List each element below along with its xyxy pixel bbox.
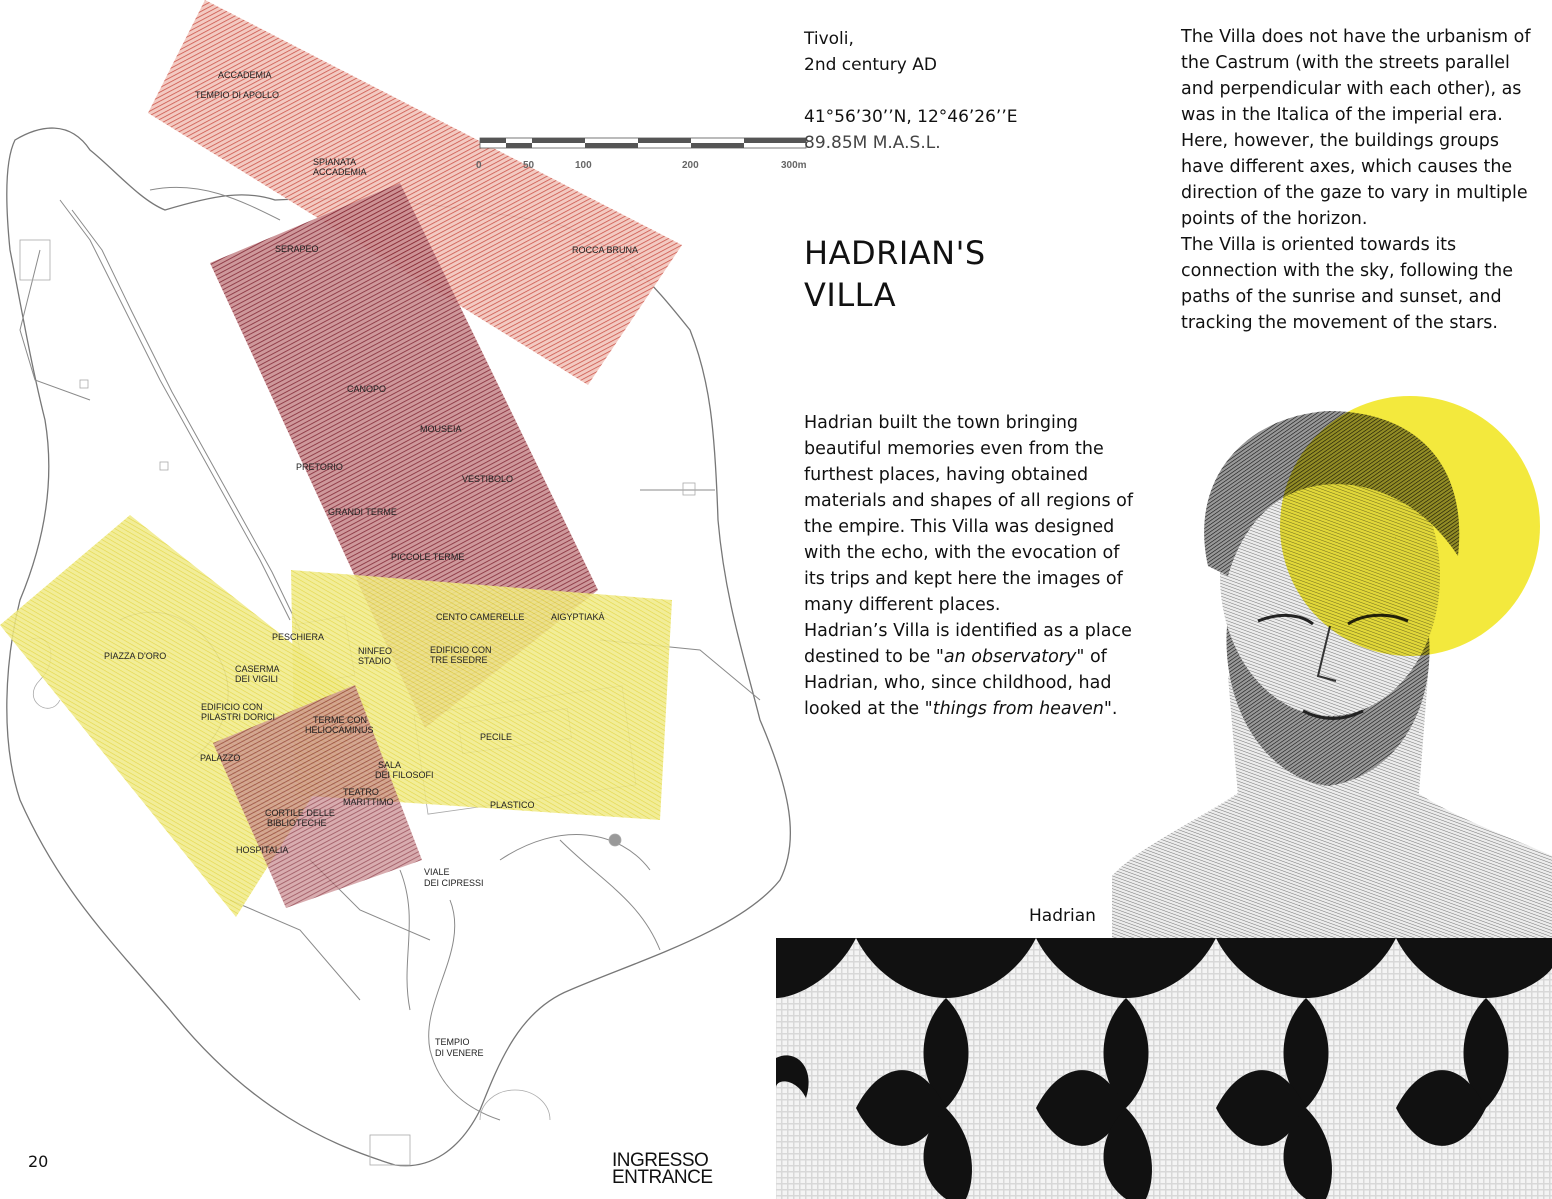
map-label-piccole-terme: PICCOLE TERME	[391, 552, 465, 562]
map-label-hospitalia: HOSPITALIA	[236, 845, 289, 855]
map-label-canopo: CANOPO	[347, 384, 387, 394]
map-label-sala-filosofi: SALA	[378, 760, 402, 770]
entrance-label-line-1: INGRESSO	[612, 1150, 709, 1171]
orientation-paragraphs	[1181, 24, 1531, 336]
quote-observatory: "an observatory"	[935, 647, 1085, 667]
map-label-rocca-bruna: ROCCA BRUNA	[572, 245, 639, 255]
location-info	[804, 26, 1017, 156]
orientation-paragraph-1: The Villa does not have the urbanism of the Castrum (with the streets parallel and perpendicular with each other), as was in the Italica of the imperial era. Here, however, the buildings groups have different axes, which causes the direction of the gaze to vary in multiple points of the horizon.	[1181, 27, 1531, 229]
map-label-mouseia: MOUSEIA	[420, 424, 462, 434]
map-label-viale-cipressi: VIALE	[424, 867, 450, 877]
coordinates-text: 41°56’30’’N, 12°46’26’’E	[804, 107, 1018, 127]
map-label-stadio: STADIO	[358, 656, 391, 666]
place-text: Tivoli,	[804, 29, 854, 49]
map-label-viale-cipressi-2: DEI CIPRESSI	[424, 878, 484, 888]
map-label-tempio-apollo: TEMPIO DI APOLLO	[195, 90, 280, 100]
map-label-accademia: ACCADEMIA	[218, 70, 272, 80]
map-label-teatro-marittimo: TEATRO	[343, 787, 379, 797]
map-label-spianata: SPIANATA	[313, 157, 357, 167]
map-label-sala-filosofi-2: DEI FILOSOFI	[375, 770, 434, 780]
map-label-edificio-tre-esedre-2: TRE ESEDRE	[430, 655, 488, 665]
map-label-terme-heliocaminus: TERME CON	[313, 715, 367, 725]
intro-paragraphs	[804, 410, 1144, 722]
map-label-pretorio: PRETORIO	[296, 462, 343, 472]
floor-mosaic-pattern	[776, 938, 1552, 1199]
map-label-ninfeo: NINFEO	[358, 646, 393, 656]
map-label-tempio-venere-2: DI VENERE	[435, 1048, 484, 1058]
map-label-edificio-pilastri-2: PILASTRI DORICI	[201, 712, 276, 722]
map-label-vestibolo: VESTIBOLO	[462, 474, 514, 484]
orientation-paragraph-2: The Villa is oriented towards its connection with the sky, following the paths of the sunrise and sunset, and tracking the movement of the stars.	[1181, 235, 1514, 333]
page-title	[804, 232, 986, 316]
map-label-edificio-pilastri: EDIFICIO CON	[201, 702, 263, 712]
scale-tick-200: 200	[682, 160, 699, 171]
scale-tick-100: 100	[575, 160, 592, 171]
altitude-text: 89.85M M.A.S.L.	[804, 133, 941, 153]
map-label-terme-heliocaminus-2: HELIOCAMINUS	[305, 725, 374, 735]
entrance-label-line-2: ENTRANCE	[612, 1167, 713, 1188]
map-label-piazza-oro: PIAZZA D'ORO	[104, 651, 167, 661]
title-line-1: HADRIAN'S	[804, 234, 986, 272]
map-label-tempio-venere: TEMPIO	[435, 1037, 470, 1047]
date-text: 2nd century AD	[804, 55, 937, 75]
map-label-cortile: CORTILE DELLE	[265, 808, 335, 818]
scale-tick-0: 0	[476, 160, 482, 171]
entrance-label	[612, 1152, 713, 1186]
map-label-peschiera: PESCHIERA	[272, 632, 325, 642]
scale-tick-300: 300m	[781, 160, 807, 171]
map-label-serapeo: SERAPEO	[275, 244, 319, 254]
title-line-2: VILLA	[804, 276, 897, 314]
map-label-edificio-tre-esedre: EDIFICIO CON	[430, 645, 492, 655]
map-label-palazzo: PALAZZO	[200, 753, 241, 763]
map-label-cento-camerelle: CENTO CAMERELLE	[436, 612, 525, 622]
page-number: 20	[28, 1152, 49, 1171]
quote-heaven: "things from heaven"	[924, 699, 1112, 719]
map-label-caserma-2: DEI VIGILI	[235, 674, 279, 684]
map-label-plastico: PLASTICO	[490, 800, 535, 810]
intro-paragraph-1: Hadrian built the town bringing beautiful memories even from the furthest places, having obtained materials and shapes of all regions of the empire. This Villa was designed with the echo, with the evocation of its trips and kept here the images of many different places.	[804, 413, 1134, 615]
map-label-aigyptiaka: AIGYPTIAKÀ	[551, 612, 605, 622]
scale-bar	[476, 138, 807, 171]
map-label-pecile: PECILE	[480, 732, 513, 742]
map-label-teatro-marittimo-2: MARITTIMO	[343, 797, 394, 807]
scale-tick-50: 50	[523, 160, 535, 171]
hadrian-bust-engraving	[1108, 376, 1552, 940]
map-label-cortile-2: BIBLIOTECHE	[267, 818, 327, 828]
yellow-sun-circle	[1280, 396, 1540, 656]
map-label-grandi-terme: GRANDI TERME	[328, 507, 397, 517]
portrait-caption: Hadrian	[1029, 906, 1096, 926]
intro-paragraph-2: Hadrian’s Villa is identified as a place destined to be "an observatory" of Hadrian, who, since childhood, had looked at the "things from heaven".	[804, 621, 1132, 719]
map-label-spianata-2: ACCADEMIA	[313, 167, 367, 177]
map-label-caserma: CASERMA	[235, 664, 280, 674]
